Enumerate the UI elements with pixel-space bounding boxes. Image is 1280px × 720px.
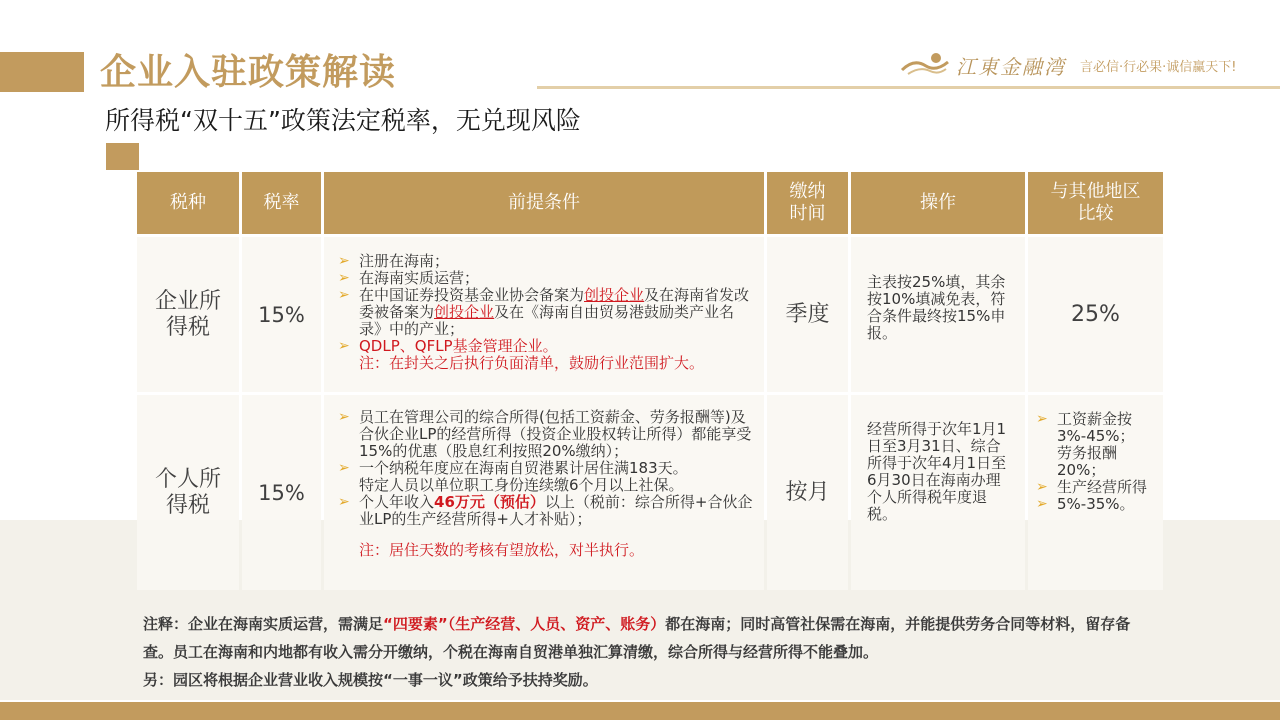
row2-pay-time: 按月 [767, 395, 848, 590]
row1-condition-item: ➢ 在中国证券投资基金业协会备案为创投企业及在海南省发改委被备案为创投企业及在《海南自由贸易港鼓励类产业名录》中的产业； [338, 286, 750, 338]
row2-condition-item: ➢ 个人年收入46万元（预估）以上（税前：综合所得+合伙企业LP的生产经营所得+人才补贴）； [338, 493, 753, 528]
arrow-bullet-icon: ➢ [1036, 411, 1048, 427]
page-title: 企业入驻政策解读 [100, 52, 397, 93]
row2-rate: 15% [242, 395, 321, 590]
arrow-bullet-icon: ➢ [338, 287, 350, 303]
brand-name: 江東金融湾 [956, 55, 1066, 79]
header-tax-type: 税种 [137, 172, 239, 234]
row2-compare-item: ➢ 工资薪金按3%-45%； [1036, 410, 1135, 445]
arrow-bullet-icon: ➢ [338, 494, 350, 510]
row1-compare: 25% [1028, 237, 1163, 392]
header-pay-time-line2: 时间 [789, 203, 826, 224]
header-compare [1028, 172, 1163, 234]
header-pay-time-line1: 缴纳 [789, 181, 826, 202]
header-pay-time [767, 172, 848, 234]
arrow-bullet-icon: ➢ [338, 270, 350, 286]
header-compare-line2: 比较 [1077, 203, 1114, 224]
arrow-bullet-icon: ➢ [1036, 496, 1048, 512]
arrow-bullet-icon: ➢ [338, 460, 350, 476]
title-underline [537, 86, 1280, 89]
header-rate: 税率 [242, 172, 321, 234]
wave-logo-icon [900, 50, 950, 78]
row1-operation: 主表按25%填，其余按10%填减免表，符合条件最终按15%申报。 [851, 237, 1025, 392]
row1-condition-item: ➢ 在海南实质运营； [338, 269, 480, 287]
row2-compare-item: ➢ 生产经营所得 [1036, 478, 1148, 496]
header-conditions: 前提条件 [324, 172, 764, 234]
footnote-1: 注释：企业在海南实质运营，需满足“四要素”（生产经营、人员、资产、账务）都在海南；同时高管社保需在海南，并能提供劳务合同等材料，留存备查。员工在海南和内地都有收入需分开缴纳，个税在海南自贸港单独汇算清缴，综合所得与经营所得不能叠加。 [143, 615, 1131, 661]
row2-compare-cont: 劳务报酬20%； [1057, 444, 1118, 479]
arrow-bullet-icon: ➢ [338, 253, 350, 269]
arrow-bullet-icon: ➢ [1036, 479, 1048, 495]
arrow-bullet-icon: ➢ [338, 338, 350, 354]
row1-conditions [324, 237, 764, 392]
row1-tax-line2: 得税 [165, 314, 210, 340]
arrow-bullet-icon: ➢ [338, 409, 350, 425]
row2-condition-item: ➢ 一个纳税年度应在海南自贸港累计居住满183天。 [338, 459, 688, 477]
row2-condition-cont: 特定人员以单位职工身份连续缴6个月以上社保。 [359, 476, 684, 494]
footnote-2: 另：园区将根据企业营业收入规模按“一事一议”政策给予扶持奖励。 [143, 671, 598, 689]
header-compare-line1: 与其他地区 [1050, 181, 1141, 202]
row2-tax-line1: 个人所 [154, 466, 221, 492]
header-operation: 操作 [851, 172, 1025, 234]
accent-square [106, 143, 139, 170]
row1-condition-item: ➢ 注册在海南； [338, 252, 450, 270]
row1-tax-type [137, 237, 239, 392]
policy-table [137, 172, 1156, 590]
row2-tax-type [137, 395, 239, 590]
row1-tax-line1: 企业所 [154, 288, 221, 314]
title-accent-bar [0, 52, 84, 92]
bottom-bar [0, 702, 1280, 720]
row2-condition-note: 注：居住天数的考核有望放松，对半执行。 [359, 541, 645, 559]
row2-tax-line2: 得税 [165, 492, 210, 518]
row2-compare [1028, 395, 1163, 590]
footnotes [143, 610, 1143, 694]
row2-conditions [324, 395, 764, 590]
row2-condition-item: ➢ 员工在管理公司的综合所得(包括工资薪金、劳务报酬等)及合伙企业LP的经营所得（投资企业股权转让所得）都能享受15%的优惠（股息红利按照20%缴纳）； [338, 408, 752, 460]
row1-pay-time: 季度 [767, 237, 848, 392]
page-subtitle: 所得税“双十五”政策法定税率，无兑现风险 [105, 106, 581, 135]
row1-condition-note: 注：在封关之后执行负面清单，鼓励行业范围扩大。 [359, 354, 705, 372]
row1-rate: 15% [242, 237, 321, 392]
brand-slogan: 言必信·行必果·诚信赢天下! [1080, 60, 1237, 75]
row2-operation: 经营所得于次年1月1日至3月31日、综合所得于次年4月1日至6月30日在海南办理个人所得税年度退税。 [851, 395, 1025, 590]
row2-compare-item: ➢ 5%-35%。 [1036, 495, 1135, 513]
row1-condition-item: ➢ QDLP、QFLP基金管理企业。 [338, 337, 558, 355]
